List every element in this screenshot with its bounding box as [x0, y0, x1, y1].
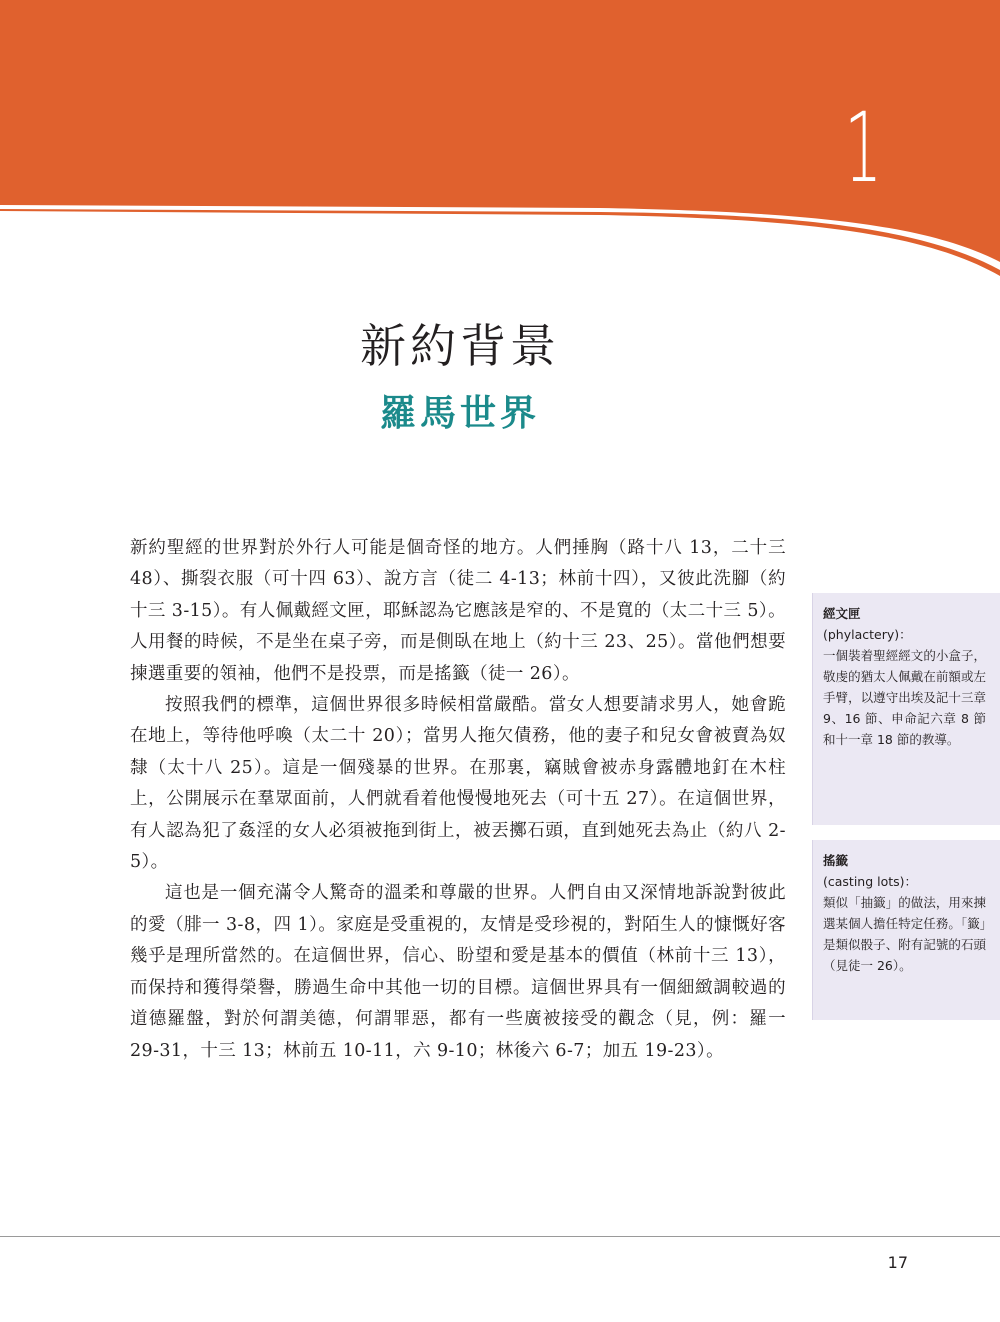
glossary-box-phylactery	[812, 593, 1000, 825]
page-subtitle: 羅馬世界	[379, 392, 540, 434]
page-title: 新約背景	[360, 319, 560, 373]
paragraph: 新約聖經的世界對於外行人可能是個奇怪的地方。人們捶胸（路十八 13，二十三 48）、撕裂衣服（可十四 63）、說方言（徒二 4-13；林前十四），又彼此洗腳（約十三 3-15）。有人佩戴經文匣，耶穌認為它應該是窄的、不是寬的（太二十三 5）。人用餐的時候，不是坐在桌子旁，而是側臥在地上（約十三 23、25）。當他們想要揀選重要的領袖，他們不是投票，而是搖籤（徒一 26）。	[130, 538, 786, 684]
glossary-term-english: (phylactery)：	[823, 627, 912, 642]
glossary-term: 搖籤	[823, 853, 849, 868]
page-number: 17	[887, 1253, 908, 1272]
glossary-term-english: (casting lots)：	[823, 874, 918, 889]
glossary-definition: 一個裝着聖經經文的小盒子，敬虔的猶太人佩戴在前額或左手臂，以遵守出埃及記十三章 9、16 節、申命記六章 8 節和十一章 18 節的教導。	[823, 648, 986, 747]
glossary-term: 經文匣	[823, 606, 861, 621]
body-text	[130, 533, 786, 1067]
paragraph: 這也是一個充滿令人驚奇的溫柔和尊嚴的世界。人們自由又深情地訴說對彼此的愛（腓一 3-8，四 1）。家庭是受重視的，友情是受珍視的，對陌生人的慷慨好客幾乎是理所當然的。在這個世界，信心、盼望和愛是基本的價值（林前十三 13），而保持和獲得榮譽，勝過生命中其他一切的目標。這個世界具有一個細緻調較過的道德羅盤，對於何謂美德，何謂罪惡，都有一些廣被接受的觀念（見，例：羅一 29-31，十三 13；林前五 10-11，六 9-10；林後六 6-7；加五 19-23）。	[130, 883, 786, 1061]
paragraph: 按照我們的標準，這個世界很多時候相當嚴酷。當女人想要請求男人，她會跪在地上，等待他呼喚（太二十 20）；當男人拖欠債務，他的妻子和兒女會被賣為奴隸（太十八 25）。這是一個殘暴的世界。在那裏，竊賊會被赤身露體地釘在木柱上，公開展示在羣眾面前，人們就看着他慢慢地死去（可十五 27）。在這個世界，有人認為犯了姦淫的女人必須被拖到街上，被丟擲石頭，直到她死去為止（約八 2-5）。	[130, 695, 786, 873]
glossary-definition: 類似「抽籤」的做法，用來揀選某個人擔任特定任務。「籤」是類似骰子、附有記號的石頭（見徒一 26）。	[823, 895, 986, 973]
chapter-number: 1	[844, 92, 882, 204]
glossary-box-casting-lots	[812, 840, 1000, 1020]
footer-divider	[0, 1236, 1000, 1237]
